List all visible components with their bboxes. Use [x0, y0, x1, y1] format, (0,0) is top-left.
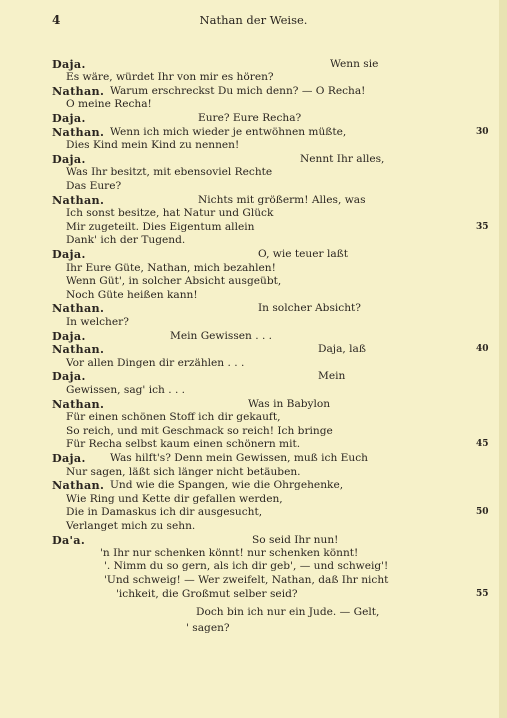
- line-number: 50: [476, 507, 489, 517]
- verse-line: [0, 112, 507, 125]
- line-text: Die in Damaskus ich dir ausgesucht,: [66, 506, 263, 518]
- line-text: Mir zugeteilt. Dies Eigentum allein: [66, 221, 255, 233]
- verse-line: [0, 302, 507, 315]
- speaker-name: Daja.: [52, 152, 86, 166]
- verse-line: [0, 411, 507, 424]
- verse-line: [0, 560, 507, 573]
- line-text: Wenn Güt', in solcher Absicht ausgeübt,: [66, 275, 282, 287]
- line-text: Wenn ich mich wieder je entwöhnen müßte,: [110, 126, 347, 138]
- verse-line: [0, 234, 507, 247]
- verse-line: [0, 126, 507, 139]
- verse-line: [0, 622, 507, 635]
- verse-line: [0, 248, 507, 261]
- line-text: Was Ihr besitzt, mit ebensoviel Rechte: [66, 166, 273, 178]
- verse-line: [0, 370, 507, 383]
- speaker-name: Nathan.: [52, 397, 105, 411]
- line-text: In solcher Absicht?: [258, 302, 361, 314]
- speaker-name: Daja.: [52, 247, 86, 261]
- line-text: Mein Gewissen . . .: [170, 330, 273, 342]
- verse-line: [0, 98, 507, 111]
- verse-line: [0, 452, 507, 465]
- line-text: Vor allen Dingen dir erzählen . . .: [66, 357, 245, 369]
- line-text: Daja, laß: [318, 343, 366, 355]
- verse-line: [0, 606, 507, 619]
- line-text: Dank' ich der Tugend.: [66, 234, 186, 246]
- line-text: Dies Kind mein Kind zu nennen!: [66, 139, 240, 151]
- verse-line: [0, 275, 507, 288]
- verse-line: [0, 547, 507, 560]
- verse-line: [0, 398, 507, 411]
- line-text: In welcher?: [66, 316, 129, 328]
- verse-line: [0, 221, 507, 234]
- verse-line: [0, 153, 507, 166]
- verse-line: [0, 194, 507, 207]
- line-text: Mein: [318, 370, 346, 382]
- line-text: Verlanget mich zu sehn.: [66, 520, 196, 532]
- speaker-name: Daja.: [52, 111, 86, 125]
- page-number: 4: [52, 13, 61, 27]
- line-text: '. Nimm du so gern, als ich dir geb', — und schweig'!: [104, 560, 389, 572]
- verse-line: [0, 316, 507, 329]
- line-number: 55: [476, 589, 489, 599]
- speaker-name: Daja.: [52, 369, 86, 383]
- verse-line: [0, 139, 507, 152]
- speaker-name: Nathan.: [52, 478, 105, 492]
- line-text: Ich sonst besitze, hat Natur und Glück: [66, 207, 274, 219]
- verse-line: [0, 180, 507, 193]
- verse-line: [0, 425, 507, 438]
- line-text: Nur sagen, läßt sich länger nicht betäuben.: [66, 466, 301, 478]
- verse-line: [0, 207, 507, 220]
- line-number: 30: [476, 127, 489, 137]
- verse-line: [0, 506, 507, 519]
- line-text: Was hilft's? Denn mein Gewissen, muß ich Euch: [110, 452, 368, 464]
- line-text: Für einen schönen Stoff ich dir gekauft,: [66, 411, 281, 423]
- line-text: O meine Recha!: [66, 98, 152, 110]
- verse-line: [0, 438, 507, 451]
- line-text: Es wäre, würdet Ihr von mir es hören?: [66, 71, 274, 83]
- running-title: Nathan der Weise.: [199, 13, 308, 27]
- verse-line: [0, 479, 507, 492]
- line-text: Und wie die Spangen, wie die Ohrgehenke,: [110, 479, 344, 491]
- line-text: Eure? Eure Recha?: [198, 112, 302, 124]
- line-text: 'Und schweig! — Wer zweifelt, Nathan, daß Ihr nicht: [104, 574, 389, 586]
- line-number: 45: [476, 439, 489, 449]
- line-number: 35: [476, 222, 489, 232]
- verse-line: [0, 384, 507, 397]
- page-header: [0, 0, 507, 30]
- line-number: 40: [476, 344, 489, 354]
- verse-line: [0, 262, 507, 275]
- speaker-name: Nathan.: [52, 84, 105, 98]
- verse-line: [0, 85, 507, 98]
- line-text: Wenn sie: [330, 58, 379, 70]
- line-text: O, wie teuer laßt: [258, 248, 348, 260]
- line-text: So reich, und mit Geschmack so reich! Ich bringe: [66, 425, 333, 437]
- line-text: Das Eure?: [66, 180, 122, 192]
- line-text: Noch Güte heißen kann!: [66, 289, 198, 301]
- verse-line: [0, 58, 507, 71]
- line-text: Wie Ring und Kette dir gefallen werden,: [66, 493, 283, 505]
- verse-line: [0, 71, 507, 84]
- line-text: Gewissen, sag' ich . . .: [66, 384, 186, 396]
- verse-line: [0, 493, 507, 506]
- verse-line: [0, 588, 507, 601]
- line-text: Was in Babylon: [248, 398, 331, 410]
- verse-line: [0, 343, 507, 356]
- line-text: Nichts mit größerm! Alles, was: [198, 194, 366, 206]
- line-text: Für Recha selbst kaum einen schönern mit.: [66, 438, 301, 450]
- speaker-name: Nathan.: [52, 301, 105, 315]
- line-text: Ihr Eure Güte, Nathan, mich bezahlen!: [66, 262, 276, 274]
- speaker-name: Daja.: [52, 329, 86, 343]
- line-text: So seid Ihr nun!: [252, 534, 339, 546]
- verse-line: [0, 574, 507, 587]
- verse-line: [0, 166, 507, 179]
- line-text: Doch bin ich nur ein Jude. — Gelt,: [196, 606, 380, 618]
- line-text: Nennt Ihr alles,: [300, 153, 385, 165]
- speaker-name: Nathan.: [52, 342, 105, 356]
- speaker-name: Nathan.: [52, 193, 105, 207]
- speaker-name: Daja.: [52, 57, 86, 71]
- verse-line: [0, 520, 507, 533]
- verse-line: [0, 534, 507, 547]
- line-text: Warum erschreckst Du mich denn? — O Recha!: [110, 85, 366, 97]
- speaker-name: Da'a.: [52, 533, 86, 547]
- line-text: 'ichkeit, die Großmut selber seid?: [116, 588, 298, 600]
- line-text: ' sagen?: [186, 622, 230, 634]
- speaker-name: Daja.: [52, 451, 86, 465]
- speaker-name: Nathan.: [52, 125, 105, 139]
- line-text: 'n Ihr nur schenken könnt! nur schenken könnt!: [100, 547, 359, 559]
